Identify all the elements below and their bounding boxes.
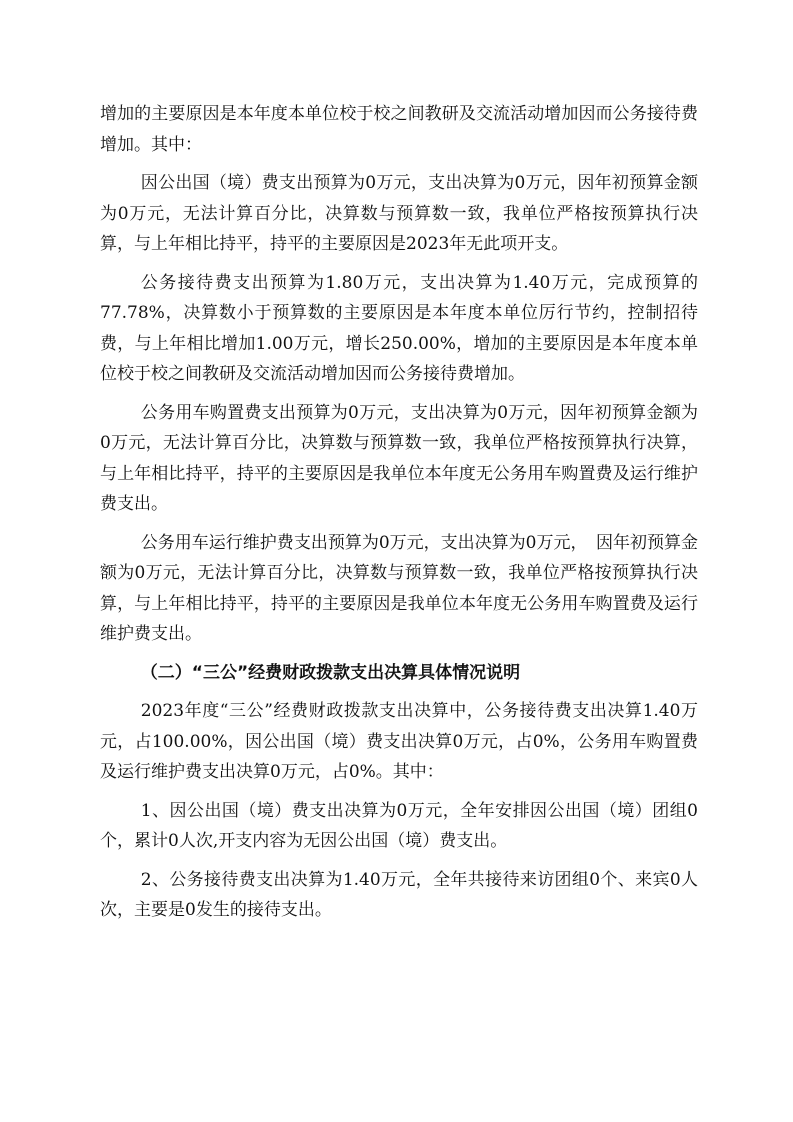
paragraph-continuation: 增加的主要原因是本年度本单位校于校之间教研及交流活动增加因而公务接待费增加。其中： — [100, 104, 698, 155]
paragraph-item-1: 1、因公出国（境）费支出决算为0万元，全年安排因公出国（境）团组0个，累计0人次,开支内容为无因公出国（境）费支出。 — [100, 800, 698, 851]
paragraph-vehicle-maintenance: 公务用车运行维护费支出预算为0万元，支出决算为0万元， 因年初预算金额为0万元，无法计算百分比，决算数与预算数一致，我单位严格按预算执行决算，与上年相比持平，持平的主要原因是我单位本年度无公务用车购置费及运行维护费支出。 — [100, 532, 698, 644]
document-body — [100, 99, 698, 926]
paragraph-vehicle-purchase: 公务用车购置费支出预算为0万元，支出决算为0万元，因年初预算金额为0万元，无法计算百分比，决算数与预算数一致，我单位严格按预算执行决算，与上年相比持平，持平的主要原因是我单位本年度无公务用车购置费及运行维护费支出。 — [100, 402, 698, 514]
paragraph-overseas-travel: 因公出国（境）费支出预算为0万元，支出决算为0万元，因年初预算金额为0万元，无法计算百分比，决算数与预算数一致，我单位严格按预算执行决算，与上年相比持平，持平的主要原因是2023年无此项开支。 — [100, 173, 698, 254]
paragraph-reception: 公务接待费支出预算为1.80万元，支出决算为1.40万元，完成预算的77.78%，决算数小于预算数的主要原因是本年度本单位厉行节约，控制招待费，与上年相比增加1.00万元，增长250.00%，增加的主要原因是本年度本单位校于校之间教研及交流活动增加因而公务接待费增加。 — [100, 272, 698, 384]
paragraph-summary: 2023年度“三公”经费财政拨款支出决算中，公务接待费支出决算1.40万元，占100.00%，因公出国（境）费支出决算0万元，占0%，公务用车购置费及运行维护费支出决算0万元，占0%。其中： — [100, 701, 698, 782]
section-heading: （二）“三公”经费财政拨款支出决算具体情况说明 — [140, 662, 521, 683]
paragraph-item-2: 2、公务接待费支出决算为1.40万元，全年共接待来访团组0个、来宾0人次，主要是0发生的接待支出。 — [100, 869, 698, 920]
